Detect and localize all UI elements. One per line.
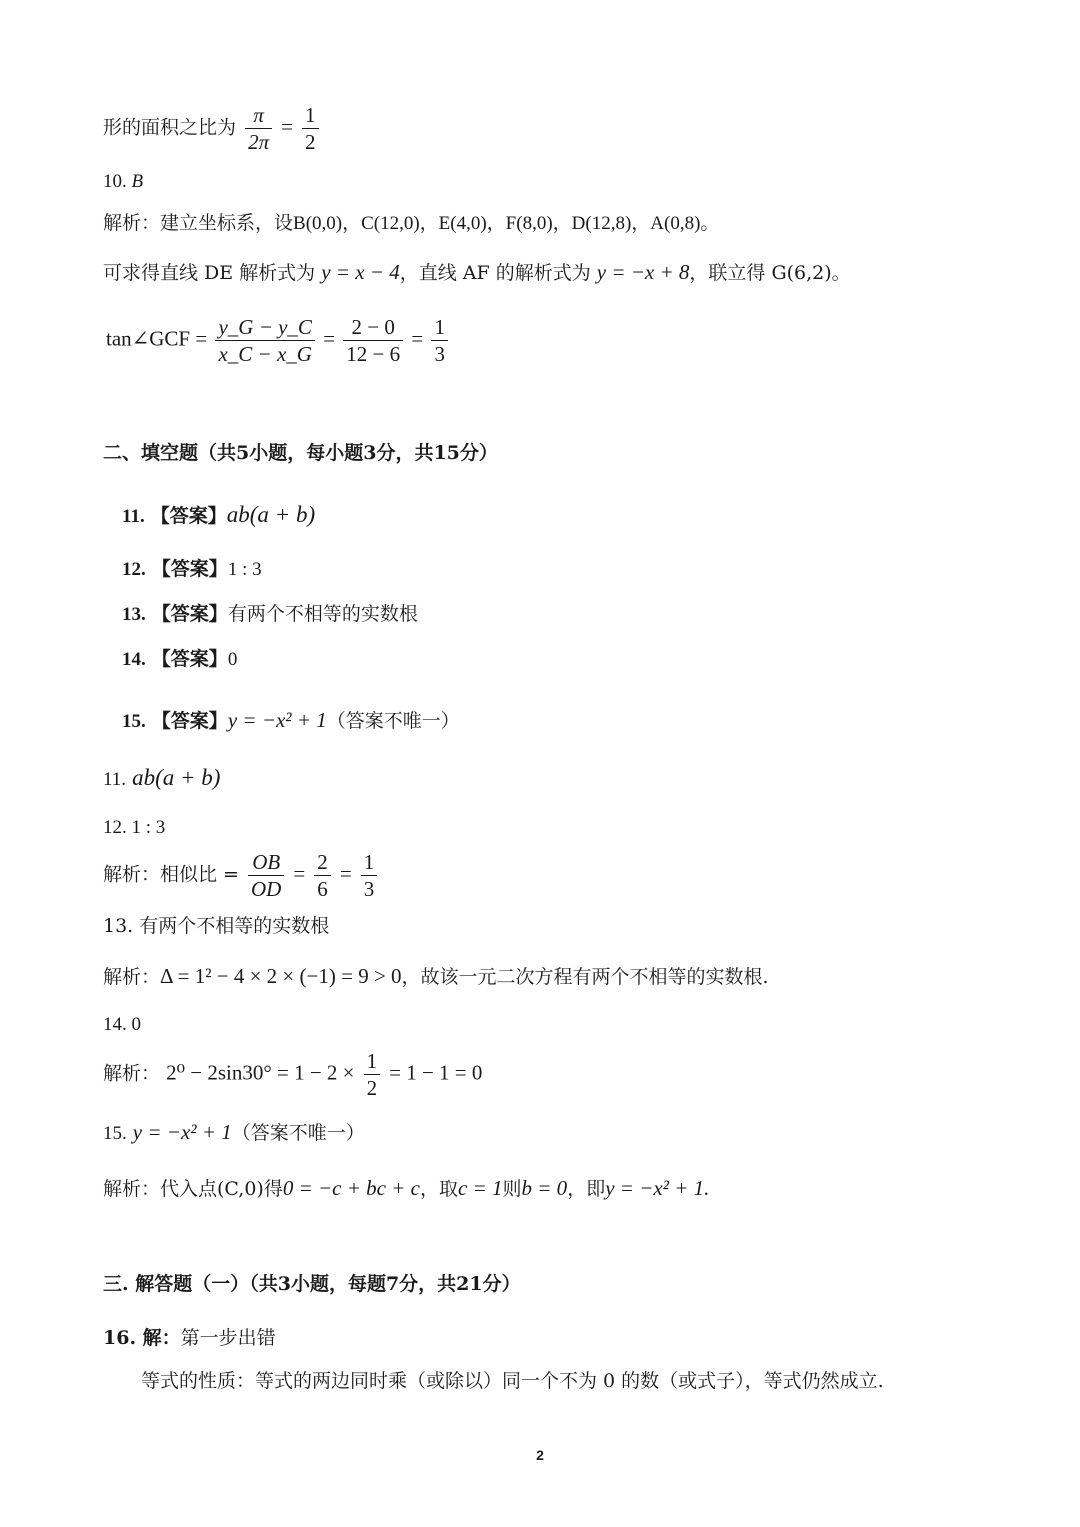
section-2-title: 二、填空题（共5小题，每小题3分，共15分） — [103, 442, 498, 464]
answer-label: 【答案】 — [151, 710, 228, 732]
solution-13: 13. 有两个不相等的实数根 — [103, 915, 330, 937]
text: 解析：建立坐标系，设 — [103, 212, 294, 234]
text: 解析：相似比 = — [103, 863, 239, 886]
solution-14: 14. 0 — [103, 1014, 141, 1035]
answer-note: （答案不唯一） — [326, 710, 460, 732]
solution-10-coords — [103, 214, 719, 233]
tan-formula: tan∠GCF = $\frac{y\_G - y\_C}{x\_C - x\_G}$ = $\frac{2 - 0}{12 - 6}$ = $\frac{1}{3}$ — [106, 316, 451, 365]
question-16 — [103, 1329, 276, 1348]
answer-label: 【答案】 — [151, 648, 228, 670]
numerator: 1 — [434, 315, 445, 339]
denominator: 2 — [364, 1074, 381, 1099]
item-number: 10. — [103, 171, 127, 192]
fraction — [245, 104, 272, 153]
answer-10 — [103, 172, 143, 191]
text: ，取 — [419, 1178, 458, 1200]
text: 解析： — [103, 1062, 161, 1085]
text: 解析： — [103, 966, 161, 988]
answer-value: y = −x² + 1 — [227, 708, 327, 732]
fraction — [302, 104, 319, 153]
fraction — [343, 316, 403, 365]
answer-choice: B — [131, 171, 144, 192]
points: B(0,0)，C(12,0)，E(4,0)，F(8,0)，D(12,8)，A(0,8)。 — [293, 213, 720, 234]
equation: b = 0 — [521, 1176, 568, 1200]
item-number: 15. — [103, 1123, 127, 1144]
denominator: 2 — [302, 128, 319, 153]
denominator: OD — [248, 875, 284, 900]
text: ，直线 AF 的解析式为 — [399, 262, 591, 284]
denominator: 12 − 6 — [343, 340, 403, 365]
numerator: 2 — [317, 850, 328, 874]
answer-value: 1 : 3 — [227, 559, 262, 580]
answer-11 — [122, 503, 315, 526]
solution-15 — [103, 1122, 365, 1143]
solution-12-explain: 解析：相似比 = $\frac{OB}{OD}$ = $\frac{2}{6}$ = $\frac{1}{3}$ — [103, 851, 380, 900]
fraction — [364, 1050, 381, 1099]
question-16-rule: 等式的性质：等式的两边同时乘（或除以）同一个不为 0 的数（或式子），等式仍然成立. — [141, 1370, 884, 1392]
answer-label: 【答案】 — [151, 558, 228, 580]
solution-14-explain — [103, 1050, 482, 1099]
numerator: 2 − 0 — [351, 315, 395, 339]
numerator: 1 — [305, 103, 316, 127]
equation: c = 1 — [458, 1176, 503, 1200]
page-number: 2 — [536, 1447, 544, 1463]
solution-label: 16. 解： — [103, 1327, 181, 1349]
equation: 2⁰ − 2sin30° = 1 − 2 × — [166, 1060, 355, 1085]
answer-value: ab(a + b) — [132, 765, 221, 790]
fraction — [361, 851, 378, 900]
solution-13-explain — [103, 966, 769, 987]
equation: Δ = 1² − 4 × 2 × (−1) = 9 > 0 — [160, 964, 402, 988]
text: 形的面积之比为 — [103, 116, 237, 139]
text: 则 — [502, 1178, 522, 1200]
answer-14 — [122, 650, 237, 669]
item-number: 11. — [103, 769, 127, 790]
text: 第一步出错 — [180, 1327, 276, 1349]
denominator: 2π — [245, 128, 272, 153]
denominator: x_C − x_G — [215, 340, 315, 365]
text: 解析：代入点(C,0)得 — [103, 1178, 283, 1200]
denominator: 3 — [361, 875, 378, 900]
equation: y = −x + 8 — [596, 260, 690, 284]
numerator: OB — [252, 850, 281, 874]
fraction — [314, 851, 331, 900]
solution-12: 12. 1 : 3 — [103, 817, 166, 838]
item-number: 15. — [122, 711, 146, 732]
section-3-title: 三. 解答题（一）（共3小题，每题7分，共21分） — [103, 1273, 521, 1295]
denominator: 6 — [314, 875, 331, 900]
text: ，联立得 G(6,2)。 — [689, 262, 851, 284]
answer-12 — [122, 560, 262, 579]
equation: y = x − 4 — [321, 260, 400, 284]
area-ratio-line: 形的面积之比为 $\frac{\pi}{2\pi}$ = $\frac{1}{2}$ — [103, 104, 322, 153]
answer-value: 0 — [227, 649, 238, 670]
numerator: 1 — [366, 1049, 378, 1073]
answer-value: 有两个不相等的实数根 — [227, 603, 418, 625]
solution-10-lines — [103, 262, 851, 283]
answer-label: 【答案】 — [150, 505, 227, 527]
fraction — [215, 316, 315, 365]
tan-label: tan∠GCF = — [106, 326, 208, 351]
answer-13 — [122, 605, 418, 624]
numerator: 1 — [363, 850, 375, 874]
denominator: 3 — [431, 340, 448, 365]
equation: 0 = −c + bc + c — [282, 1176, 420, 1200]
answer-value: y = −x² + 1 — [132, 1120, 232, 1144]
item-number: 12. — [122, 559, 146, 580]
answer-15 — [122, 710, 460, 731]
fraction — [431, 316, 448, 365]
answer-label: 【答案】 — [151, 603, 228, 625]
solution-15-explain — [103, 1178, 709, 1199]
item-number: 14. — [122, 649, 146, 670]
item-number: 13. — [122, 604, 146, 625]
text: ，故该一元二次方程有两个不相等的实数根. — [401, 966, 769, 988]
answer-value: ab(a + b) — [226, 502, 316, 527]
numerator: y_G − y_C — [218, 315, 312, 339]
equation: = 1 − 1 = 0 — [389, 1060, 483, 1085]
equation: y = −x² + 1. — [605, 1176, 710, 1200]
text: 可求得直线 DE 解析式为 — [103, 262, 316, 284]
numerator: π — [253, 103, 264, 127]
solution-11 — [103, 766, 220, 789]
item-number: 11. — [122, 506, 145, 527]
text: ，即 — [567, 1178, 606, 1200]
answer-note: （答案不唯一） — [231, 1122, 365, 1144]
fraction — [248, 851, 284, 900]
